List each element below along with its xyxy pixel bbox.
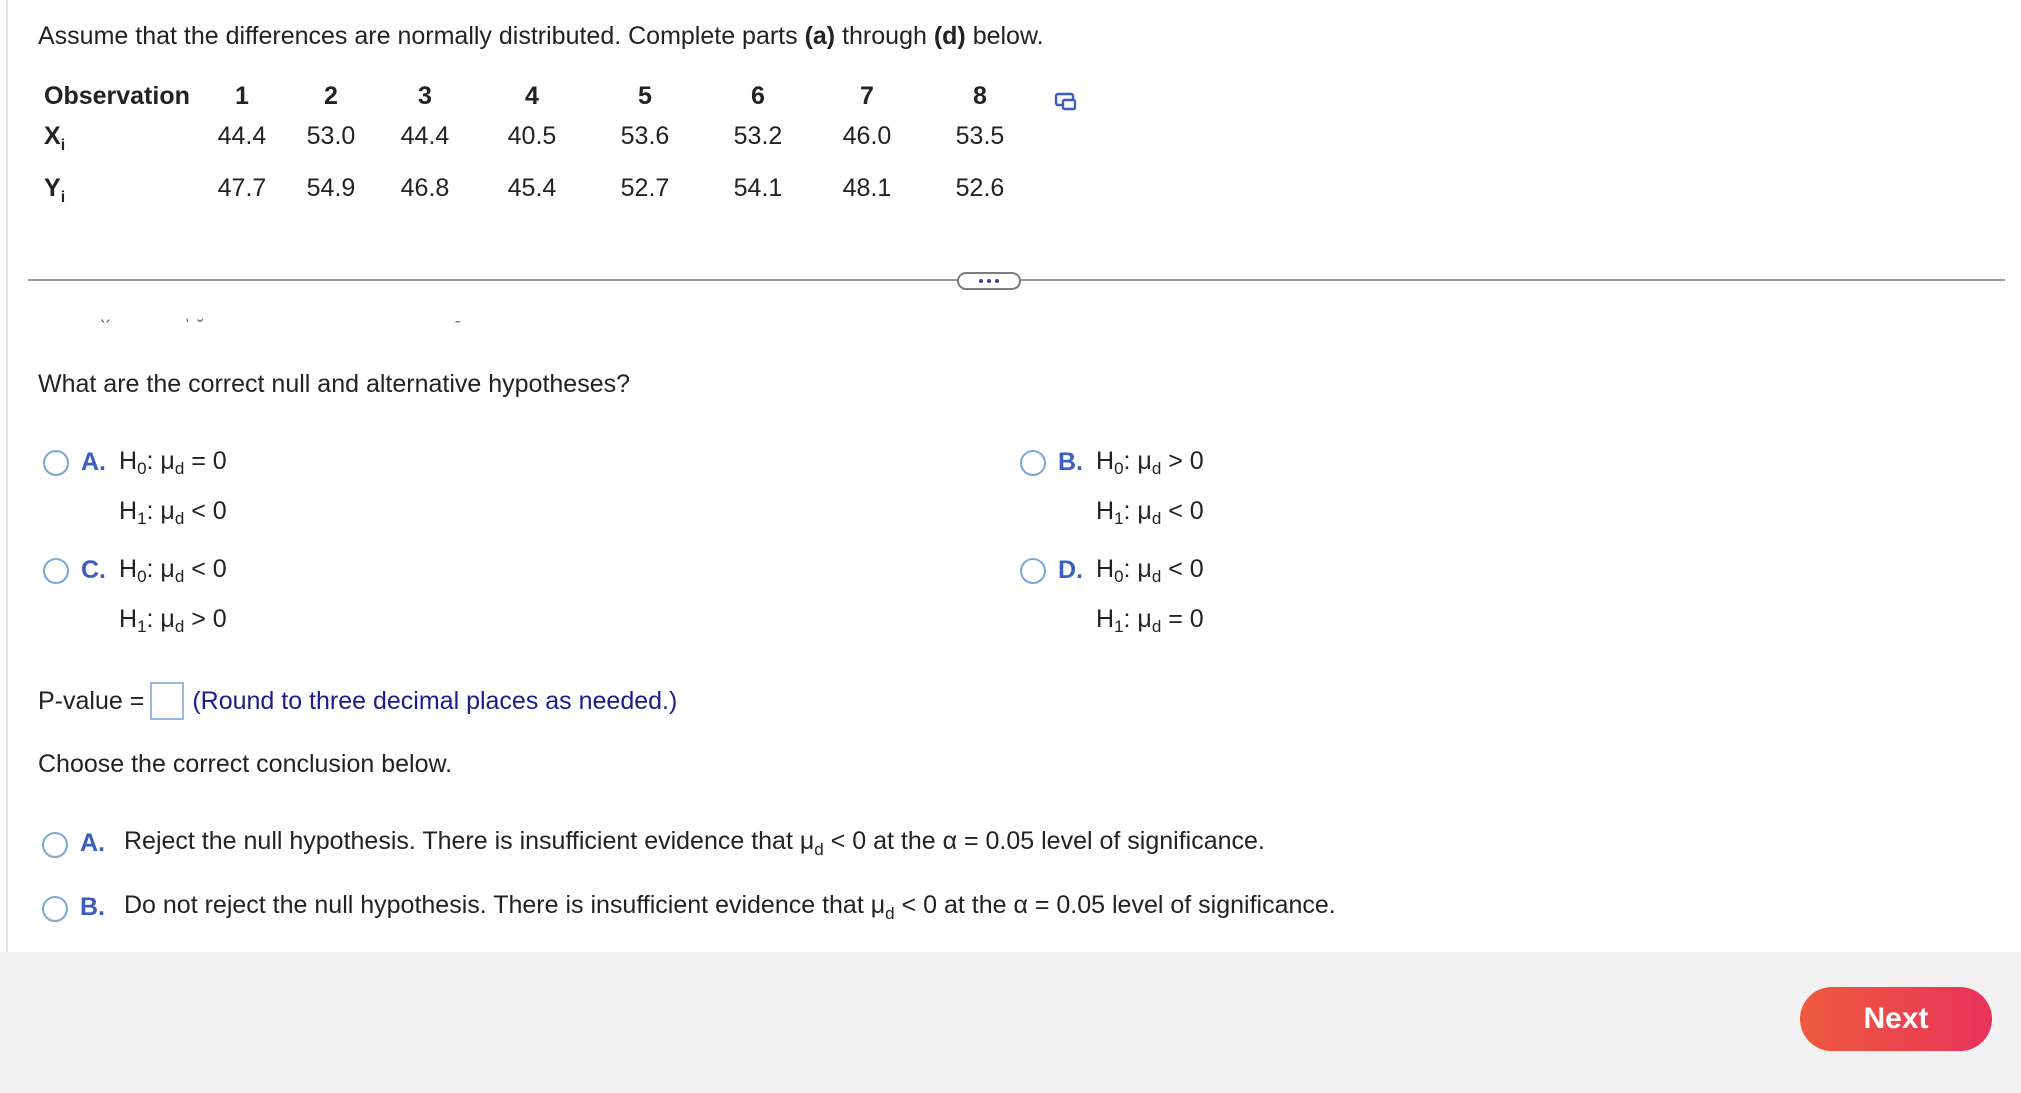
copy-icon[interactable] — [1054, 91, 1078, 113]
table-cell: 54.1 — [733, 174, 783, 202]
conclusion-option-b[interactable]: B. Do not reject the null hypothesis. There is insufficient evidence that $\mu_d < 0$ at the α = 0.05 level of significance. — [42, 891, 1336, 924]
table-cell: 8 — [973, 82, 987, 110]
table-cell: 5 — [638, 82, 652, 110]
conclusion-option-a[interactable]: A. Reject the null hypothesis. There is insufficient evidence that $\mu_d < 0$ at the α = 0.05 level of significance. — [42, 827, 1265, 860]
rounding-hint: (Round to three decimal places as needed.) — [192, 686, 678, 715]
table-cell: 48.1 — [842, 174, 892, 202]
table-cell: 53.2 — [733, 122, 783, 150]
radio-button[interactable] — [1020, 558, 1046, 584]
hypothesis-option-c[interactable]: C. $H_0$: $\mu_d < 0$ $H_1$: $\mu_d > 0$ — [43, 556, 227, 648]
table-cell: 45.4 — [507, 174, 557, 202]
instructions: Assume that the differences are normally distributed. Complete parts (a) through (d) below. — [38, 22, 1044, 50]
table-cell: 54.9 — [306, 174, 356, 202]
table-cell: 53.0 — [306, 122, 356, 150]
pvalue-label: P-value = — [38, 686, 145, 715]
hypothesis-option-a[interactable]: A. $H_0$: $\mu_d = 0$ $H_1$: $\mu_d < 0$ — [43, 448, 227, 540]
table-cell: 3 — [418, 82, 432, 110]
hypothesis-text: $H_0$: $\mu_d < 0$ $H_1$: $\mu_d = 0$ — [1096, 555, 1204, 636]
hypothesis-text: $H_0$: $\mu_d = 0$ $H_1$: $\mu_d < 0$ — [119, 447, 227, 528]
more-dots-icon[interactable] — [957, 272, 1021, 290]
table-cell: 46.0 — [842, 122, 892, 150]
table-cell: 44.4 — [217, 122, 267, 150]
table-cell: 52.6 — [955, 174, 1005, 202]
conclusion-text: Do not reject the null hypothesis. There is insufficient evidence that $\mu_d < 0$ at the α = 0.05 level of significance. — [124, 891, 1336, 923]
table-cell: 44.4 — [400, 122, 450, 150]
x-label: $X_i$ — [44, 122, 66, 154]
table-cell: 2 — [324, 82, 338, 110]
table-cell: 4 — [525, 82, 539, 110]
radio-button[interactable] — [43, 558, 69, 584]
clipped-text-fragment — [40, 318, 520, 324]
hypothesis-text: $H_0$: $\mu_d > 0$ $H_1$: $\mu_d < 0$ — [1096, 447, 1204, 528]
pvalue-input[interactable] — [150, 682, 184, 720]
table-cell: 47.7 — [217, 174, 267, 202]
pvalue-row — [38, 682, 677, 720]
conclusion-text: Reject the null hypothesis. There is insufficient evidence that $\mu_d < 0$ at the α = 0.05 level of significance. — [124, 827, 1265, 859]
table-cell: 53.5 — [955, 122, 1005, 150]
table-cell: 7 — [860, 82, 874, 110]
next-button[interactable]: Next — [1800, 987, 1992, 1051]
radio-button[interactable] — [43, 450, 69, 476]
radio-button[interactable] — [42, 896, 68, 922]
observation-header: Observation — [44, 82, 190, 110]
left-border — [6, 0, 8, 952]
hypothesis-text: $H_0$: $\mu_d < 0$ $H_1$: $\mu_d > 0$ — [119, 555, 227, 636]
table-cell: 46.8 — [400, 174, 450, 202]
hypothesis-option-d[interactable]: D. $H_0$: $\mu_d < 0$ $H_1$: $\mu_d = 0$ — [1020, 556, 1204, 648]
hypothesis-question: What are the correct null and alternative hypotheses? — [38, 370, 631, 398]
footer-bar — [0, 952, 2021, 1093]
y-label: $Y_i$ — [44, 174, 66, 206]
table-cell: 6 — [751, 82, 765, 110]
radio-button[interactable] — [1020, 450, 1046, 476]
hypothesis-option-b[interactable]: B. $H_0$: $\mu_d > 0$ $H_1$: $\mu_d < 0$ — [1020, 448, 1204, 540]
radio-button[interactable] — [42, 832, 68, 858]
table-cell: 53.6 — [620, 122, 670, 150]
table-cell: 52.7 — [620, 174, 670, 202]
table-cell: 1 — [235, 82, 249, 110]
table-cell: 40.5 — [507, 122, 557, 150]
conclusion-prompt: Choose the correct conclusion below. — [38, 750, 453, 778]
